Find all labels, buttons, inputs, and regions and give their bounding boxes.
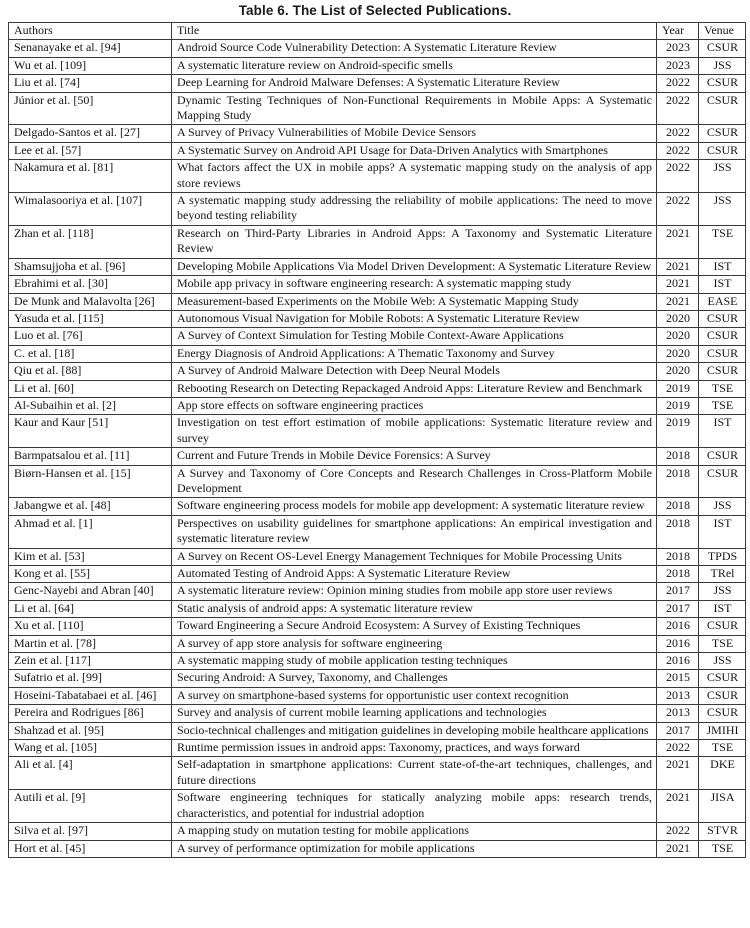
- authors-cell: Li et al. [64]: [9, 600, 172, 617]
- venue-cell: TSE: [699, 380, 746, 397]
- year-cell: 2022: [657, 142, 699, 159]
- authors-cell: Senanayake et al. [94]: [9, 40, 172, 57]
- venue-cell: IST: [699, 600, 746, 617]
- authors-cell: Autili et al. [9]: [9, 790, 172, 823]
- authors-cell: C. et al. [18]: [9, 345, 172, 362]
- venue-cell: JSS: [699, 160, 746, 193]
- title-cell: Current and Future Trends in Mobile Device Forensics: A Survey: [172, 448, 657, 465]
- authors-cell: Martin et al. [78]: [9, 635, 172, 652]
- year-cell: 2021: [657, 225, 699, 258]
- authors-cell: Pereira and Rodrigues [86]: [9, 705, 172, 722]
- title-cell: Static analysis of android apps: A systematic literature review: [172, 600, 657, 617]
- venue-cell: JISA: [699, 790, 746, 823]
- year-cell: 2021: [657, 258, 699, 275]
- title-cell: A survey of performance optimization for mobile applications: [172, 840, 657, 857]
- header-year: Year: [657, 23, 699, 40]
- table-row: [9, 92, 746, 125]
- venue-cell: STVR: [699, 823, 746, 840]
- table-row: [9, 705, 746, 722]
- title-cell: Software engineering techniques for statically analyzing mobile apps: research trends, characteristics, and potential for industrial adoption: [172, 790, 657, 823]
- year-cell: 2022: [657, 125, 699, 142]
- table-row: [9, 757, 746, 790]
- venue-cell: IST: [699, 515, 746, 548]
- year-cell: 2018: [657, 498, 699, 515]
- venue-cell: JMIHI: [699, 722, 746, 739]
- title-cell: Socio-technical challenges and mitigation guidelines in developing mobile healthcare applications: [172, 722, 657, 739]
- year-cell: 2021: [657, 293, 699, 310]
- year-cell: 2013: [657, 705, 699, 722]
- table-row: [9, 193, 746, 226]
- venue-cell: JSS: [699, 653, 746, 670]
- year-cell: 2020: [657, 328, 699, 345]
- venue-cell: IST: [699, 258, 746, 275]
- year-cell: 2019: [657, 397, 699, 414]
- venue-cell: CSUR: [699, 618, 746, 635]
- table-row: [9, 618, 746, 635]
- year-cell: 2021: [657, 276, 699, 293]
- table-row: [9, 653, 746, 670]
- year-cell: 2022: [657, 160, 699, 193]
- table-row: [9, 635, 746, 652]
- venue-cell: IST: [699, 276, 746, 293]
- venue-cell: CSUR: [699, 75, 746, 92]
- venue-cell: TSE: [699, 635, 746, 652]
- authors-cell: Yasuda et al. [115]: [9, 310, 172, 327]
- table-caption: Table 6. The List of Selected Publications.: [238, 3, 512, 18]
- title-cell: Dynamic Testing Techniques of Non-Functional Requirements in Mobile Apps: A Systematic Mapping Study: [172, 92, 657, 125]
- venue-cell: CSUR: [699, 125, 746, 142]
- authors-cell: Hoseini-Tabatabaei et al. [46]: [9, 687, 172, 704]
- title-cell: Perspectives on usability guidelines for smartphone applications: An empirical investigation and systematic literature review: [172, 515, 657, 548]
- authors-cell: Shamsujjoha et al. [96]: [9, 258, 172, 275]
- table-body: [9, 40, 746, 858]
- authors-cell: Delgado-Santos et al. [27]: [9, 125, 172, 142]
- year-cell: 2016: [657, 618, 699, 635]
- table-row: [9, 548, 746, 565]
- authors-cell: Nakamura et al. [81]: [9, 160, 172, 193]
- year-cell: 2017: [657, 600, 699, 617]
- header-title: Title: [172, 23, 657, 40]
- title-cell: Survey and analysis of current mobile learning applications and technologies: [172, 705, 657, 722]
- authors-cell: Wang et al. [105]: [9, 740, 172, 757]
- title-cell: Mobile app privacy in software engineering research: A systematic mapping study: [172, 276, 657, 293]
- authors-cell: Shahzad et al. [95]: [9, 722, 172, 739]
- table-row: [9, 515, 746, 548]
- title-cell: A survey on smartphone-based systems for opportunistic user context recognition: [172, 687, 657, 704]
- authors-cell: Barmpatsalou et al. [11]: [9, 448, 172, 465]
- authors-cell: Ahmad et al. [1]: [9, 515, 172, 548]
- venue-cell: TPDS: [699, 548, 746, 565]
- year-cell: 2022: [657, 740, 699, 757]
- table-row: [9, 823, 746, 840]
- title-cell: What factors affect the UX in mobile apps? A systematic mapping study on the analysis of app store reviews: [172, 160, 657, 193]
- venue-cell: CSUR: [699, 310, 746, 327]
- venue-cell: CSUR: [699, 448, 746, 465]
- table-row: [9, 40, 746, 57]
- year-cell: 2018: [657, 465, 699, 498]
- table-row: [9, 790, 746, 823]
- year-cell: 2018: [657, 515, 699, 548]
- year-cell: 2021: [657, 757, 699, 790]
- title-cell: A systematic mapping study addressing the reliability of mobile applications: The need to move beyond testing reliability: [172, 193, 657, 226]
- title-cell: A mapping study on mutation testing for mobile applications: [172, 823, 657, 840]
- title-cell: Automated Testing of Android Apps: A Systematic Literature Review: [172, 566, 657, 583]
- authors-cell: Zhan et al. [118]: [9, 225, 172, 258]
- authors-cell: Liu et al. [74]: [9, 75, 172, 92]
- authors-cell: Luo et al. [76]: [9, 328, 172, 345]
- venue-cell: CSUR: [699, 345, 746, 362]
- table-header-row: [9, 23, 746, 40]
- authors-cell: Genc-Nayebi and Abran [40]: [9, 583, 172, 600]
- year-cell: 2022: [657, 92, 699, 125]
- venue-cell: CSUR: [699, 92, 746, 125]
- year-cell: 2021: [657, 790, 699, 823]
- title-cell: Investigation on test effort estimation of mobile applications: Systematic literature review and survey: [172, 415, 657, 448]
- title-cell: Measurement-based Experiments on the Mobile Web: A Systematic Mapping Study: [172, 293, 657, 310]
- year-cell: 2022: [657, 193, 699, 226]
- year-cell: 2016: [657, 653, 699, 670]
- title-cell: A systematic literature review: Opinion mining studies from mobile app store user reviews: [172, 583, 657, 600]
- title-cell: A Survey of Context Simulation for Testing Mobile Context-Aware Applications: [172, 328, 657, 345]
- year-cell: 2022: [657, 75, 699, 92]
- year-cell: 2019: [657, 380, 699, 397]
- table-row: [9, 840, 746, 857]
- title-cell: Energy Diagnosis of Android Applications: A Thematic Taxonomy and Survey: [172, 345, 657, 362]
- authors-cell: Kaur and Kaur [51]: [9, 415, 172, 448]
- title-cell: A systematic mapping study of mobile application testing techniques: [172, 653, 657, 670]
- venue-cell: JSS: [699, 193, 746, 226]
- authors-cell: Al-Subaihin et al. [2]: [9, 397, 172, 414]
- venue-cell: TSE: [699, 397, 746, 414]
- table-row: [9, 57, 746, 74]
- table-row: [9, 740, 746, 757]
- title-cell: A survey of app store analysis for software engineering: [172, 635, 657, 652]
- table-row: [9, 276, 746, 293]
- table-row: [9, 498, 746, 515]
- authors-cell: Jabangwe et al. [48]: [9, 498, 172, 515]
- title-cell: A Survey of Privacy Vulnerabilities of Mobile Device Sensors: [172, 125, 657, 142]
- table-row: [9, 293, 746, 310]
- authors-cell: Qiu et al. [88]: [9, 363, 172, 380]
- venue-cell: IST: [699, 415, 746, 448]
- authors-cell: Biørn-Hansen et al. [15]: [9, 465, 172, 498]
- title-cell: Developing Mobile Applications Via Model Driven Development: A Systematic Literature Review: [172, 258, 657, 275]
- year-cell: 2018: [657, 566, 699, 583]
- venue-cell: CSUR: [699, 670, 746, 687]
- authors-cell: Ebrahimi et al. [30]: [9, 276, 172, 293]
- table-row: [9, 415, 746, 448]
- table-row: [9, 670, 746, 687]
- authors-cell: Xu et al. [110]: [9, 618, 172, 635]
- title-cell: Deep Learning for Android Malware Defenses: A Systematic Literature Review: [172, 75, 657, 92]
- venue-cell: CSUR: [699, 705, 746, 722]
- table-row: [9, 722, 746, 739]
- authors-cell: Zein et al. [117]: [9, 653, 172, 670]
- title-cell: A Survey of Android Malware Detection with Deep Neural Models: [172, 363, 657, 380]
- publications-table: [8, 22, 746, 858]
- year-cell: 2018: [657, 448, 699, 465]
- year-cell: 2023: [657, 40, 699, 57]
- authors-cell: Kong et al. [55]: [9, 566, 172, 583]
- title-cell: App store effects on software engineering practices: [172, 397, 657, 414]
- authors-cell: Ali et al. [4]: [9, 757, 172, 790]
- venue-cell: EASE: [699, 293, 746, 310]
- table-row: [9, 600, 746, 617]
- title-cell: Software engineering process models for mobile app development: A systematic literature review: [172, 498, 657, 515]
- year-cell: 2017: [657, 722, 699, 739]
- year-cell: 2015: [657, 670, 699, 687]
- year-cell: 2021: [657, 840, 699, 857]
- table-row: [9, 448, 746, 465]
- year-cell: 2020: [657, 310, 699, 327]
- table-row: [9, 465, 746, 498]
- title-cell: Runtime permission issues in android apps: Taxonomy, practices, and ways forward: [172, 740, 657, 757]
- year-cell: 2019: [657, 415, 699, 448]
- venue-cell: TRel: [699, 566, 746, 583]
- venue-cell: DKE: [699, 757, 746, 790]
- venue-cell: TSE: [699, 840, 746, 857]
- year-cell: 2023: [657, 57, 699, 74]
- table-row: [9, 363, 746, 380]
- table-row: [9, 328, 746, 345]
- venue-cell: TSE: [699, 225, 746, 258]
- table-row: [9, 345, 746, 362]
- table-row: [9, 258, 746, 275]
- venue-cell: CSUR: [699, 363, 746, 380]
- title-cell: A Survey on Recent OS-Level Energy Management Techniques for Mobile Processing Units: [172, 548, 657, 565]
- authors-cell: Silva et al. [97]: [9, 823, 172, 840]
- venue-cell: JSS: [699, 583, 746, 600]
- venue-cell: JSS: [699, 57, 746, 74]
- header-authors: Authors: [9, 23, 172, 40]
- authors-cell: Hort et al. [45]: [9, 840, 172, 857]
- table-row: [9, 142, 746, 159]
- year-cell: 2020: [657, 345, 699, 362]
- year-cell: 2013: [657, 687, 699, 704]
- title-cell: A Survey and Taxonomy of Core Concepts and Research Challenges in Cross-Platform Mobile Development: [172, 465, 657, 498]
- year-cell: 2020: [657, 363, 699, 380]
- table-row: [9, 583, 746, 600]
- venue-cell: JSS: [699, 498, 746, 515]
- authors-cell: Lee et al. [57]: [9, 142, 172, 159]
- year-cell: 2017: [657, 583, 699, 600]
- table-row: [9, 225, 746, 258]
- title-cell: Self-adaptation in smartphone applications: Current state-of-the-art techniques, challenges, and future directions: [172, 757, 657, 790]
- title-cell: Securing Android: A Survey, Taxonomy, and Challenges: [172, 670, 657, 687]
- venue-cell: CSUR: [699, 687, 746, 704]
- authors-cell: Kim et al. [53]: [9, 548, 172, 565]
- authors-cell: Wu et al. [109]: [9, 57, 172, 74]
- authors-cell: Júnior et al. [50]: [9, 92, 172, 125]
- table-row: [9, 160, 746, 193]
- title-cell: Rebooting Research on Detecting Repackaged Android Apps: Literature Review and Benchmark: [172, 380, 657, 397]
- title-cell: A Systematic Survey on Android API Usage for Data-Driven Analytics with Smartphones: [172, 142, 657, 159]
- header-venue: Venue: [699, 23, 746, 40]
- table-row: [9, 75, 746, 92]
- authors-cell: Wimalasooriya et al. [107]: [9, 193, 172, 226]
- year-cell: 2022: [657, 823, 699, 840]
- authors-cell: Sufatrio et al. [99]: [9, 670, 172, 687]
- table-row: [9, 687, 746, 704]
- year-cell: 2018: [657, 548, 699, 565]
- table-row: [9, 397, 746, 414]
- table-row: [9, 125, 746, 142]
- table-row: [9, 380, 746, 397]
- venue-cell: CSUR: [699, 465, 746, 498]
- venue-cell: CSUR: [699, 328, 746, 345]
- title-cell: Toward Engineering a Secure Android Ecosystem: A Survey of Existing Techniques: [172, 618, 657, 635]
- table-row: [9, 310, 746, 327]
- authors-cell: Li et al. [60]: [9, 380, 172, 397]
- title-cell: Research on Third-Party Libraries in Android Apps: A Taxonomy and Systematic Literature Review: [172, 225, 657, 258]
- venue-cell: TSE: [699, 740, 746, 757]
- year-cell: 2016: [657, 635, 699, 652]
- title-cell: A systematic literature review on Android-specific smells: [172, 57, 657, 74]
- venue-cell: CSUR: [699, 40, 746, 57]
- title-cell: Autonomous Visual Navigation for Mobile Robots: A Systematic Literature Review: [172, 310, 657, 327]
- table-row: [9, 566, 746, 583]
- authors-cell: De Munk and Malavolta [26]: [9, 293, 172, 310]
- title-cell: Android Source Code Vulnerability Detection: A Systematic Literature Review: [172, 40, 657, 57]
- venue-cell: CSUR: [699, 142, 746, 159]
